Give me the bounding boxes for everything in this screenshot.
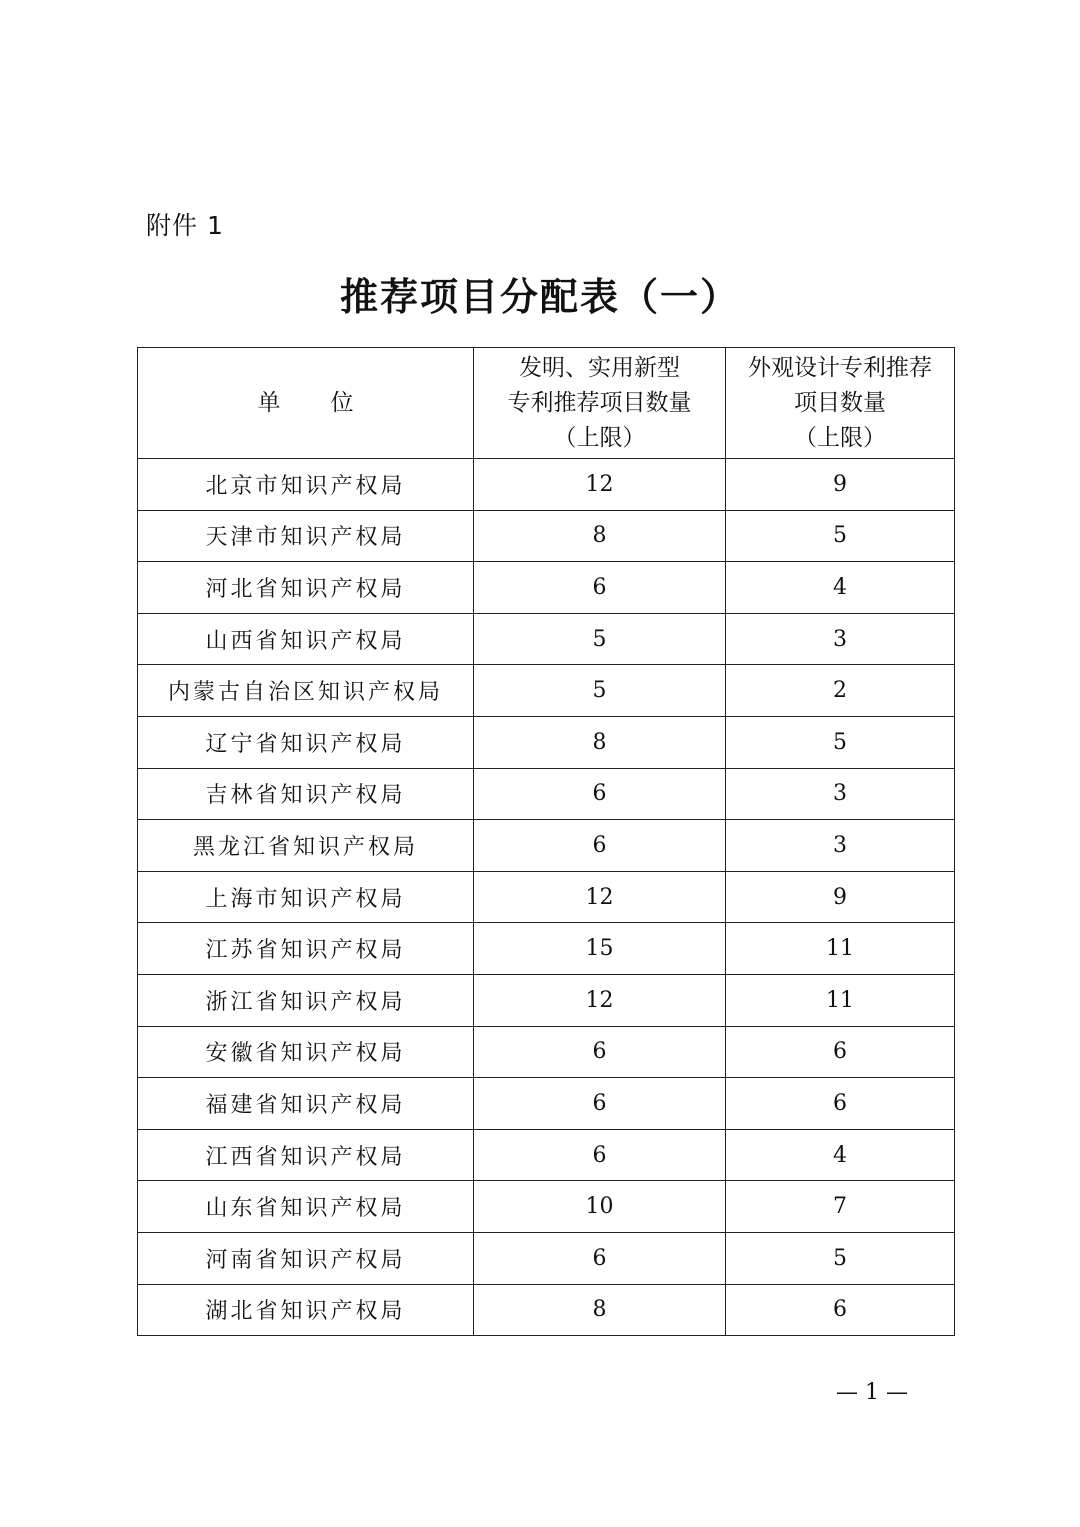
unit-cell: 辽宁省知识产权局 xyxy=(138,716,474,768)
design-count-cell: 5 xyxy=(726,510,955,562)
table-row xyxy=(138,974,955,1026)
unit-cell: 浙江省知识产权局 xyxy=(138,974,474,1026)
table-row xyxy=(138,1232,955,1284)
invention-count-cell: 6 xyxy=(474,1232,726,1284)
design-count-cell: 3 xyxy=(726,820,955,872)
design-count-cell: 5 xyxy=(726,716,955,768)
invention-count-cell: 5 xyxy=(474,665,726,717)
design-count-cell: 11 xyxy=(726,974,955,1026)
table-row xyxy=(138,1129,955,1181)
invention-count-cell: 8 xyxy=(474,1284,726,1336)
design-count-cell: 6 xyxy=(726,1284,955,1336)
unit-cell: 山东省知识产权局 xyxy=(138,1181,474,1233)
unit-cell: 黑龙江省知识产权局 xyxy=(138,820,474,872)
design-count-cell: 3 xyxy=(726,768,955,820)
unit-cell: 福建省知识产权局 xyxy=(138,1078,474,1130)
invention-count-cell: 8 xyxy=(474,510,726,562)
header-invention-count xyxy=(474,348,726,459)
header-invention-line: 发明、实用新型 xyxy=(519,354,680,381)
unit-cell: 河南省知识产权局 xyxy=(138,1232,474,1284)
design-count-cell: 4 xyxy=(726,562,955,614)
invention-count-cell: 6 xyxy=(474,1026,726,1078)
invention-count-cell: 6 xyxy=(474,768,726,820)
table-row xyxy=(138,613,955,665)
unit-cell: 天津市知识产权局 xyxy=(138,510,474,562)
table-row xyxy=(138,1026,955,1078)
attachment-label: 附件 1 xyxy=(146,211,224,240)
header-design-line: 外观设计专利推荐 xyxy=(748,354,932,381)
invention-count-cell: 6 xyxy=(474,562,726,614)
table-row xyxy=(138,768,955,820)
table-row xyxy=(138,459,955,511)
header-design-count xyxy=(726,348,955,459)
invention-count-cell: 6 xyxy=(474,1078,726,1130)
invention-count-cell: 12 xyxy=(474,974,726,1026)
invention-count-cell: 8 xyxy=(474,716,726,768)
header-unit xyxy=(138,348,474,459)
page-title: 推荐项目分配表（一） xyxy=(339,274,740,319)
invention-count-cell: 6 xyxy=(474,820,726,872)
design-count-cell: 2 xyxy=(726,665,955,717)
invention-count-cell: 15 xyxy=(474,923,726,975)
header-design-line: （上限） xyxy=(794,424,886,451)
header-invention-line: 专利推荐项目数量 xyxy=(507,389,692,416)
header-unit-label: 单位 xyxy=(257,389,404,416)
unit-cell: 安徽省知识产权局 xyxy=(138,1026,474,1078)
table-row xyxy=(138,923,955,975)
table-row xyxy=(138,716,955,768)
page-number: — 1 — xyxy=(836,1380,908,1405)
design-count-cell: 11 xyxy=(726,923,955,975)
invention-count-cell: 12 xyxy=(474,871,726,923)
invention-count-cell: 10 xyxy=(474,1181,726,1233)
table-row xyxy=(138,510,955,562)
design-count-cell: 6 xyxy=(726,1026,955,1078)
design-count-cell: 4 xyxy=(726,1129,955,1181)
header-invention-line: （上限） xyxy=(553,424,646,451)
unit-cell: 北京市知识产权局 xyxy=(138,459,474,511)
design-count-cell: 5 xyxy=(726,1232,955,1284)
table-row xyxy=(138,562,955,614)
invention-count-cell: 6 xyxy=(474,1129,726,1181)
unit-cell: 山西省知识产权局 xyxy=(138,613,474,665)
design-count-cell: 9 xyxy=(726,871,955,923)
design-count-cell: 7 xyxy=(726,1181,955,1233)
table-row xyxy=(138,871,955,923)
unit-cell: 内蒙古自治区知识产权局 xyxy=(138,665,474,717)
unit-cell: 江苏省知识产权局 xyxy=(138,923,474,975)
table-row xyxy=(138,1078,955,1130)
invention-count-cell: 5 xyxy=(474,613,726,665)
table-row xyxy=(138,1284,955,1336)
unit-cell: 上海市知识产权局 xyxy=(138,871,474,923)
unit-cell: 河北省知识产权局 xyxy=(138,562,474,614)
design-count-cell: 6 xyxy=(726,1078,955,1130)
table-header-row xyxy=(138,348,955,459)
invention-count-cell: 12 xyxy=(474,459,726,511)
unit-cell: 湖北省知识产权局 xyxy=(138,1284,474,1336)
table-row xyxy=(138,1181,955,1233)
table-row xyxy=(138,820,955,872)
unit-cell: 吉林省知识产权局 xyxy=(138,768,474,820)
table-row xyxy=(138,665,955,717)
design-count-cell: 9 xyxy=(726,459,955,511)
unit-cell: 江西省知识产权局 xyxy=(138,1129,474,1181)
header-design-line: 项目数量 xyxy=(794,389,886,416)
design-count-cell: 3 xyxy=(726,613,955,665)
allocation-table xyxy=(137,347,955,1336)
